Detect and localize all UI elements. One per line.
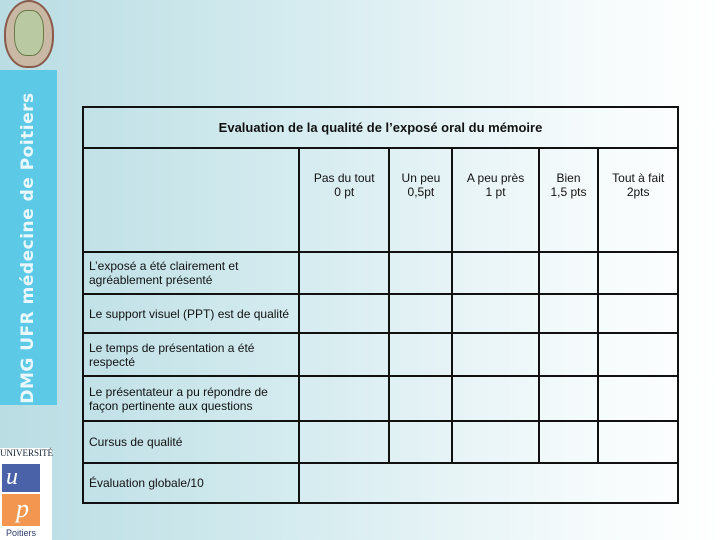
logo-letter-p: p	[2, 494, 40, 526]
score-cell[interactable]	[539, 421, 599, 463]
score-cell[interactable]	[299, 294, 389, 333]
column-header	[539, 148, 599, 252]
column-points: 1,5 pts	[550, 185, 587, 199]
criterion-label: Évaluation globale/10	[83, 463, 299, 503]
score-cell[interactable]	[299, 376, 389, 421]
column-header	[598, 148, 678, 252]
header-empty	[83, 148, 299, 252]
score-cell[interactable]	[539, 376, 599, 421]
score-cell[interactable]	[452, 333, 538, 376]
table-row	[83, 376, 678, 421]
score-cell[interactable]	[299, 333, 389, 376]
column-label: Bien	[556, 171, 581, 185]
score-cell[interactable]	[389, 294, 452, 333]
column-points: 0,5pt	[407, 185, 435, 199]
score-cell[interactable]	[539, 294, 599, 333]
criterion-label: Le présentateur a pu répondre de façon pertinente aux questions	[83, 376, 299, 421]
table-row	[83, 333, 678, 376]
score-cell[interactable]	[299, 252, 389, 294]
score-cell[interactable]	[598, 294, 678, 333]
column-header	[452, 148, 538, 252]
column-header	[389, 148, 452, 252]
score-cell[interactable]	[598, 252, 678, 294]
table-row	[83, 252, 678, 294]
column-points: 0 pt	[334, 185, 355, 199]
column-label: Un peu	[401, 171, 441, 185]
table-row	[83, 294, 678, 333]
logo-letter-u: u	[2, 464, 40, 492]
global-score-cell[interactable]	[299, 463, 678, 503]
score-cell[interactable]	[452, 252, 538, 294]
column-points: 1 pt	[485, 185, 506, 199]
column-label: Pas du tout	[313, 171, 375, 185]
score-cell[interactable]	[389, 421, 452, 463]
criterion-label: Le temps de présentation a été respecté	[83, 333, 299, 376]
evaluation-table	[82, 106, 679, 504]
column-label: A peu près	[466, 171, 525, 185]
sidebar-title: DMG UFR médecine de Poitiers	[18, 92, 38, 404]
score-cell[interactable]	[598, 376, 678, 421]
criterion-label: Le support visuel (PPT) est de qualité	[83, 294, 299, 333]
table-row	[83, 463, 678, 503]
score-cell[interactable]	[389, 333, 452, 376]
column-label: Tout à fait	[612, 171, 665, 185]
score-cell[interactable]	[452, 294, 538, 333]
score-cell[interactable]	[299, 421, 389, 463]
score-cell[interactable]	[539, 252, 599, 294]
criterion-label: Cursus de qualité	[83, 421, 299, 463]
column-header	[299, 148, 389, 252]
table-row	[83, 421, 678, 463]
score-cell[interactable]	[598, 333, 678, 376]
header-row	[83, 148, 678, 252]
score-cell[interactable]	[452, 376, 538, 421]
table-title: Evaluation de la qualité de l’exposé oral du mémoire	[83, 107, 678, 148]
score-cell[interactable]	[389, 252, 452, 294]
university-logo	[0, 448, 52, 540]
score-cell[interactable]	[389, 376, 452, 421]
score-cell[interactable]	[598, 421, 678, 463]
score-cell[interactable]	[452, 421, 538, 463]
logo-text: UNIVERSITÉ	[0, 448, 53, 458]
score-cell[interactable]	[539, 333, 599, 376]
logo-city: Poitiers	[6, 528, 37, 538]
column-points: 2pts	[626, 185, 650, 199]
criterion-label: L’exposé a été clairement et agréablement présenté	[83, 252, 299, 294]
faculty-seal-logo	[4, 0, 54, 68]
